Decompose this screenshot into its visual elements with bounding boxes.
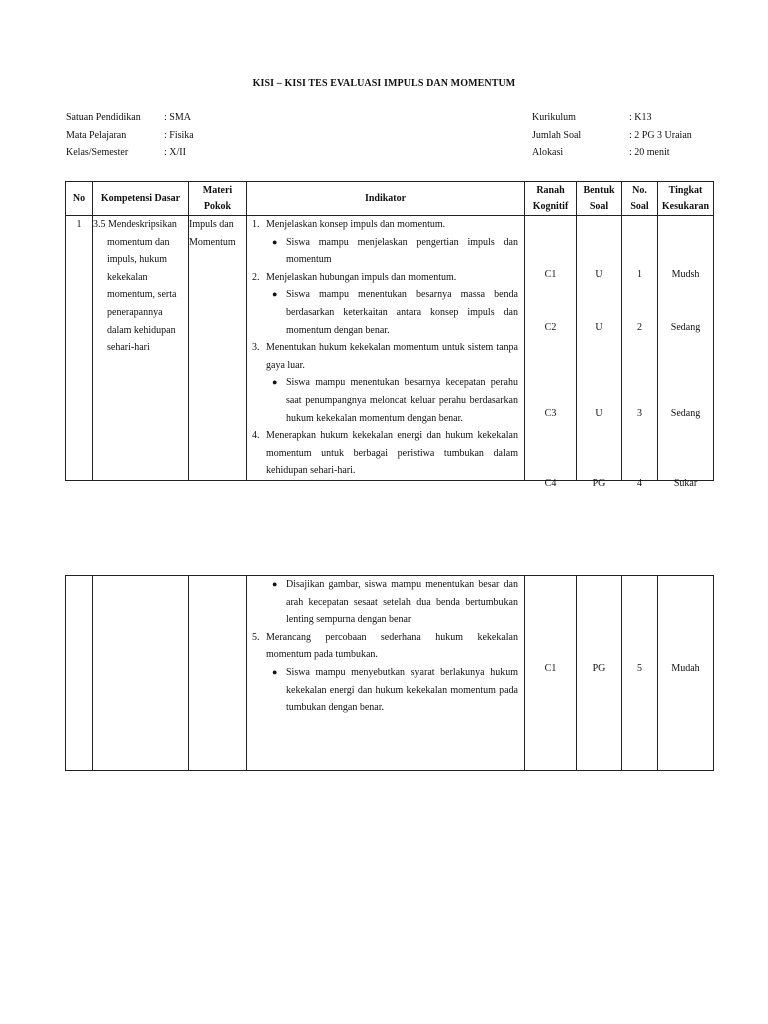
meta-label: Mata Pelajaran	[66, 129, 127, 141]
meta-label: Kelas/Semester	[66, 147, 129, 158]
header-kompetensi-dasar: Kompetensi Dasar	[93, 182, 189, 216]
kisi-table-continued	[65, 575, 714, 771]
meta-value: : 20 menit	[629, 147, 670, 158]
meta-value: : SMA	[164, 112, 191, 123]
header-no: No	[66, 182, 93, 216]
meta-value: : K13	[629, 112, 652, 123]
meta-left	[66, 109, 194, 162]
tingkat-kesukaran: Mudsh Sedang Sedang Sukar	[658, 216, 714, 481]
header-materi-pokok: Materi Pokok	[189, 182, 247, 216]
bullet-icon: ●	[272, 236, 278, 247]
no-soal: 1 2 3 4	[622, 216, 658, 481]
document-title: KISI – KISI TES EVALUASI IMPULS DAN MOMENTUM	[252, 78, 516, 89]
indicator-sub-item: ● Siswa mampu menentukan besarnya kecepatan perahu saat penumpangnya meloncat keluar perahu berdasarkan hukum kekekalan momentum dengan benar.	[252, 374, 518, 427]
indicator-sub-item: ● Siswa mampu menjelaskan pengertian impuls dan momentum	[252, 234, 518, 269]
indicator-item: 4. Menerapkan hukum kekekalan energi dan hukum kekekalan momentum untuk berbagai peristiwa tumbukan dalam kehidupan sehari-hari.	[252, 430, 518, 477]
indicator-item: 2. Menjelaskan hubungan impuls dan momentum.	[252, 271, 457, 283]
header-tingkat-kesukaran: Tingkat Kesukaran	[658, 182, 714, 216]
materi-pokok: Impuls dan Momentum	[189, 216, 247, 481]
indicator-item: 3. Menentukan hukum kekekalan momentum untuk sistem tanpa gaya luar.	[252, 342, 518, 371]
table-row	[66, 576, 714, 771]
table-header-row	[66, 182, 714, 216]
meta-label: Jumlah Soal	[532, 129, 582, 141]
bullet-icon: ●	[272, 579, 278, 589]
bullet-icon: ●	[272, 666, 278, 677]
indicator-sub-item: ● Disajikan gambar, siswa mampu menentukan besar dan arah kecepatan sesaat setelah dua benda bertumbukan lenting sempurna dengan benar	[252, 576, 518, 629]
bentuk-soal: U U U PG	[577, 216, 622, 481]
meta-label: Satuan Pendidikan	[66, 112, 141, 123]
meta-right	[532, 109, 692, 162]
header-indikator: Indikator	[247, 182, 525, 216]
meta-label: Alokasi	[532, 147, 564, 158]
meta-label: Kurikulum	[532, 112, 576, 123]
header-ranah-kognitif: Ranah Kognitif	[525, 182, 577, 216]
no-soal: 5	[622, 576, 658, 771]
meta-value: : 2 PG 3 Uraian	[629, 129, 692, 141]
tingkat-kesukaran: Mudah	[658, 576, 714, 771]
kompetensi-dasar: 3.5 Mendeskripsikan momentum dan impuls, hukum kekekalan momentum, serta penerapannya dalam kehidupan sehari-hari	[93, 216, 189, 481]
indikator	[247, 576, 525, 771]
kompetensi-dasar	[93, 576, 189, 771]
materi-pokok	[189, 576, 247, 771]
bullet-icon: ●	[272, 377, 278, 388]
ranah-kognitif: C1 C2 C3 C4	[525, 216, 577, 481]
indicator-item: 1. Menjelaskan konsep impuls dan momentum.	[252, 219, 446, 230]
meta-value: : Fisika	[164, 129, 194, 141]
header-no-soal: No. Soal	[622, 182, 658, 216]
row-number	[66, 576, 93, 771]
ranah-kognitif: C1	[525, 576, 577, 771]
bentuk-soal: PG	[577, 576, 622, 771]
indicator-sub-item: ● Siswa mampu menyebutkan syarat berlakunya hukum kekekalan energi dan hukum kekekalan momentum pada tumbukan dengan benar.	[252, 664, 518, 717]
header-bentuk-soal: Bentuk Soal	[577, 182, 622, 216]
indicator-sub-item: ● Siswa mampu menentukan besarnya massa benda berdasarkan keterkaitan antara konsep impuls dan momentum dengan benar.	[252, 286, 518, 339]
kisi-table	[65, 181, 714, 489]
indicator-item: 5. Merancang percobaan sederhana hukum kekekalan momentum pada tumbukan.	[252, 631, 518, 661]
row-number: 1	[66, 216, 93, 481]
table-row	[66, 216, 714, 481]
indikator	[247, 216, 525, 481]
bullet-icon: ●	[272, 289, 278, 300]
meta-value: : X/II	[164, 147, 186, 158]
